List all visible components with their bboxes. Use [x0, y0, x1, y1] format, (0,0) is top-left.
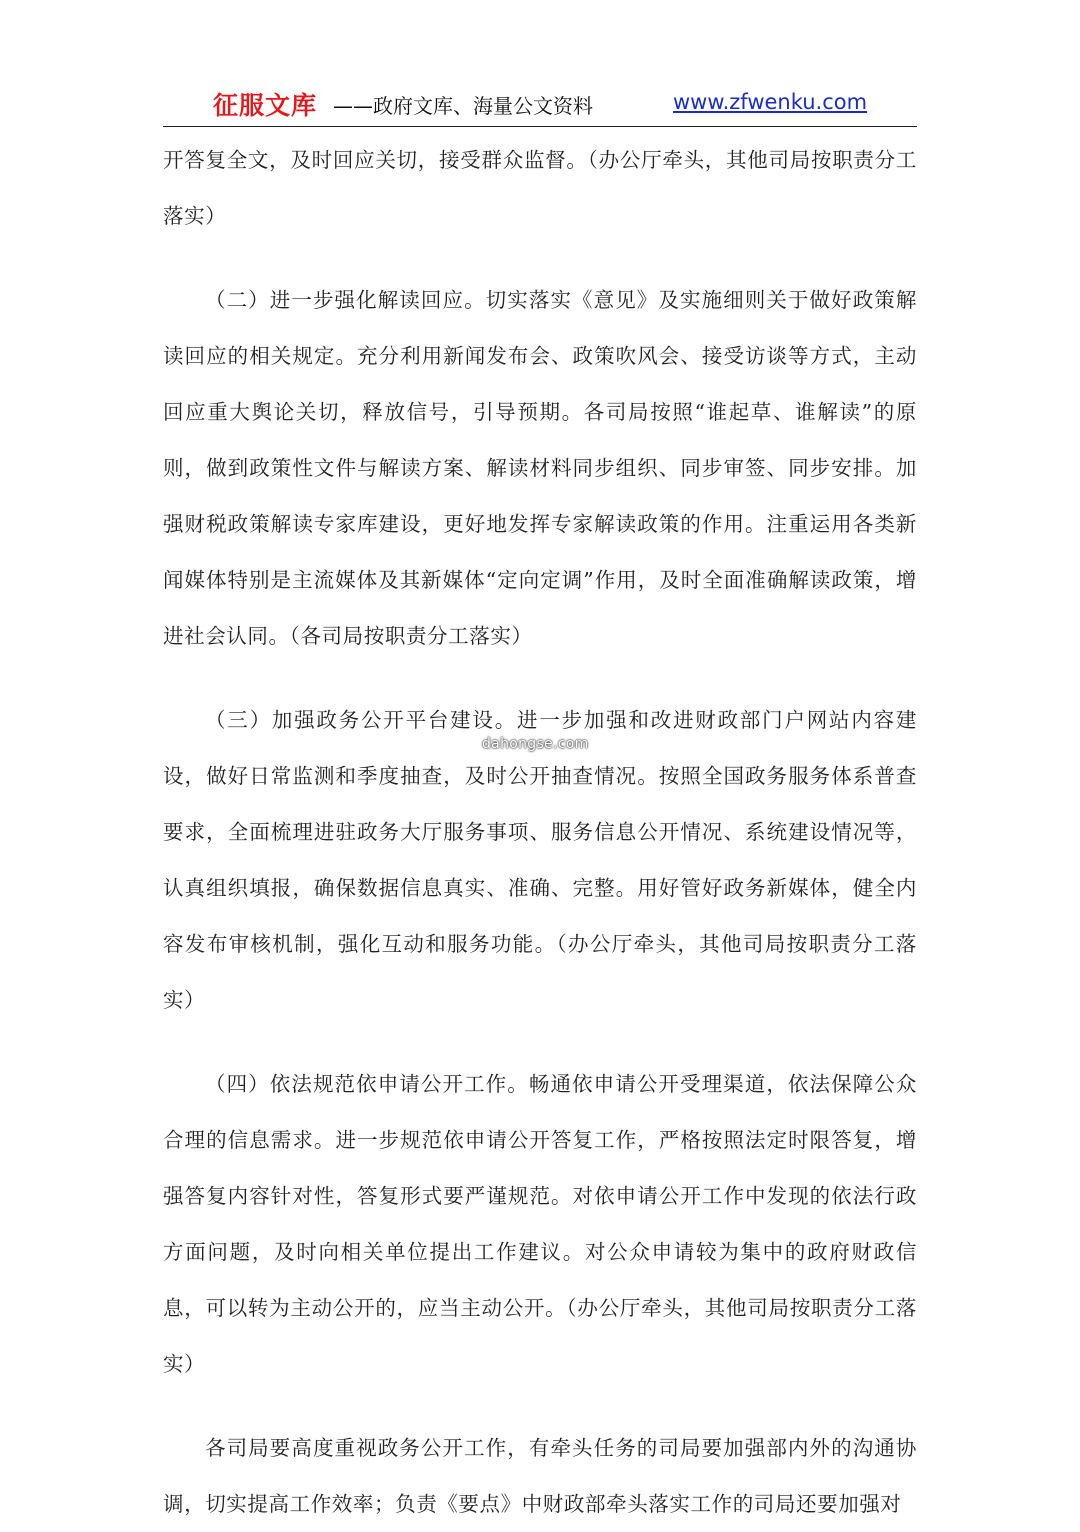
paragraph-continuation: 开答复全文，及时回应关切，接受群众监督。（办公厅牵头，其他司局按职责分工落实）: [163, 148, 917, 228]
paragraph-section-4: （四）依法规范依申请公开工作。畅通依申请公开受理渠道，依法保障公众合理的信息需求。进一步规范依申请公开答复工作，严格按照法定时限答复，增强答复内容针对性，答复形式要严谨规范。对依申请公开工作中发现的依法行政方面问题，及时向相关单位提出工作建议。对公众申请较为集中的政府财政信息，可以转为主动公开的，应当主动公开。（办公厅牵头，其他司局按职责分工落实）: [163, 1072, 917, 1376]
brand-logo-text: 征服文库: [213, 91, 318, 120]
paragraph-section-3: （三）加强政务公开平台建设。进一步加强和改进财政部门户网站内容建设，做好日常监测和季度抽查，及时公开抽查情况。按照全国政务服务体系普查要求，全面梳理进驻政务大厅服务事项、服务信息公开情况、系统建设情况等，认真组织填报，确保数据信息真实、准确、完整。用好管好政务新媒体，健全内容发布审核机制，强化互动和服务功能。（办公厅牵头，其他司局按职责分工落实）: [163, 708, 917, 1012]
site-url-link[interactable]: www.zfwenku.com: [673, 90, 868, 114]
paragraph-section-2: （二）进一步强化解读回应。切实落实《意见》及实施细则关于做好政策解读回应的相关规定。充分利用新闻发布会、政策吹风会、接受访谈等方式，主动回应重大舆论关切，释放信号，引导预期。各司局按照“谁起草、谁解读”的原则，做到政策性文件与解读方案、解读材料同步组织、同步审签、同步安排。加强财税政策解读专家库建设，更好地发挥专家解读政策的作用。注重运用各类新闻媒体特别是主流媒体及其新媒体“定向定调”作用，及时全面准确解读政策，增进社会认同。（各司局按职责分工落实）: [163, 288, 917, 648]
document-body: [163, 132, 917, 1532]
header-tagline: ——政府文库、海量公文资料: [333, 94, 593, 118]
watermark: dahongse.com: [482, 736, 589, 752]
page-header: [163, 84, 917, 127]
paragraph-closing: 各司局要高度重视政务公开工作，有牵头任务的司局要加强部内外的沟通协调，切实提高工作效率；负责《要点》中财政部牵头落实工作的司局还要加强对: [163, 1436, 917, 1516]
